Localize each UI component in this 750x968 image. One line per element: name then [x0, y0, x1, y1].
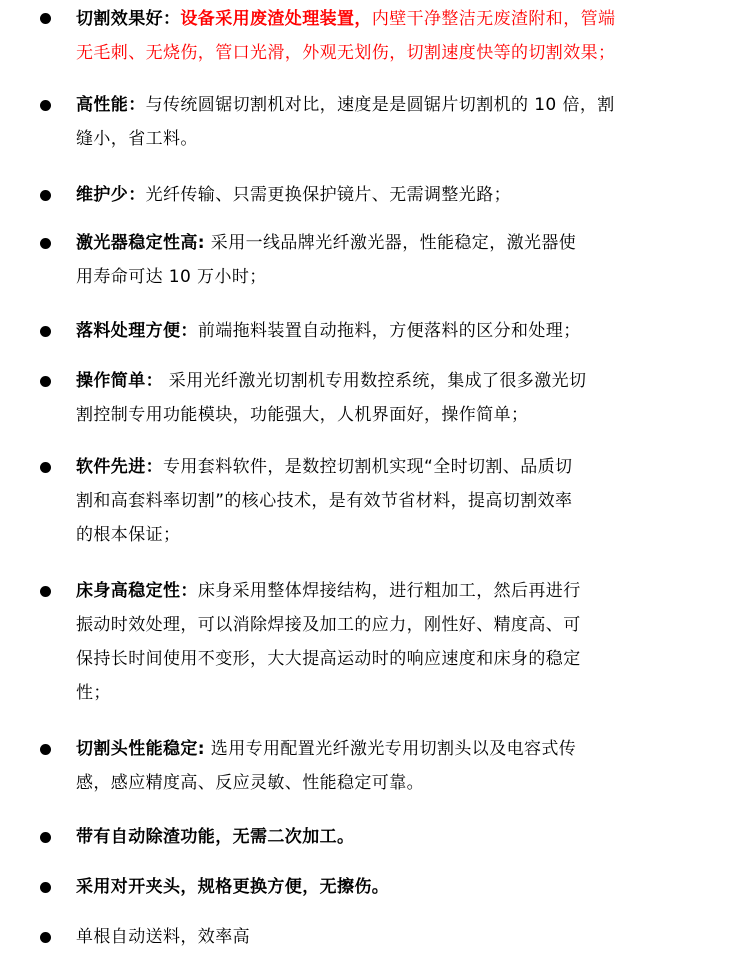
- bullet-icon: [40, 326, 51, 337]
- feature-text: 无毛刺、无烧伤，管口光滑，外观无划伤，切割速度快等的切割效果；: [76, 43, 616, 63]
- feature-heading: 带有自动除渣功能，无需二次加工。: [76, 827, 355, 847]
- feature-text: 割和高套料率切割”的核心技术，是有效节省材料，提高切割效率: [76, 491, 573, 511]
- feature-text: 内壁干净整洁无废渣附和，管端: [371, 9, 616, 29]
- feature-text: 感，感应精度高、反应灵敏、性能稳定可靠。: [76, 773, 424, 793]
- feature-text: 床身采用整体焊接结构，进行粗加工，然后再进行: [197, 581, 581, 601]
- feature-heading: 切割效果好：: [76, 9, 181, 29]
- feature-text: 前端拖料装置自动拖料，方便落料的区分和处理；: [197, 321, 581, 341]
- bullet-icon: [40, 744, 51, 755]
- bullet-icon: [40, 376, 51, 387]
- feature-text: 性；: [76, 683, 111, 703]
- feature-text: 割控制专用功能模块，功能强大，人机界面好，操作简单；: [76, 405, 529, 425]
- bullet-icon: [40, 586, 51, 597]
- bullet-icon: [40, 13, 51, 24]
- feature-heading: 激光器稳定性高:: [76, 233, 205, 253]
- bullet-icon: [40, 932, 51, 943]
- feature-text: 采用一线品牌光纤激光器，性能稳定，激光器使: [205, 233, 577, 253]
- feature-text: 光纤传输、只需更换保护镜片、无需调整光路；: [145, 185, 512, 205]
- bullet-icon: [40, 238, 51, 249]
- feature-text: 振动时效处理，可以消除焊接及加工的应力，刚性好、精度高、可: [76, 615, 581, 635]
- feature-highlight: 设备采用废渣处理装置，: [180, 9, 372, 29]
- feature-text: 单根自动送料，效率高: [76, 927, 250, 947]
- feature-text: 采用光纤激光切割机专用数控系统，集成了很多激光切: [163, 371, 587, 391]
- bullet-icon: [40, 832, 51, 843]
- bullet-icon: [40, 462, 51, 473]
- feature-text: 的根本保证；: [76, 525, 181, 545]
- feature-text: 专用套料软件，是数控切割机实现“全时切割、品质切: [163, 457, 573, 477]
- feature-heading: 高性能：: [76, 95, 146, 115]
- feature-heading: 软件先进：: [76, 457, 163, 477]
- bullet-icon: [40, 190, 51, 201]
- bullet-icon: [40, 882, 51, 893]
- feature-text: 缝小，省工料。: [76, 129, 198, 149]
- feature-heading: 落料处理方便：: [76, 321, 198, 341]
- feature-text: 选用专用配置光纤激光专用切割头以及电容式传: [205, 739, 577, 759]
- feature-text: 与传统圆锯切割机对比，速度是是圆锯片切割机的 10 倍，割: [145, 95, 615, 115]
- feature-heading: 采用对开夹头，规格更换方便，无擦伤。: [76, 877, 390, 897]
- bullet-icon: [40, 100, 51, 111]
- feature-text: 用寿命可达 10 万小时；: [76, 267, 267, 287]
- feature-heading: 床身高稳定性：: [76, 581, 198, 601]
- feature-heading: 操作简单：: [76, 371, 163, 391]
- feature-heading: 维护少：: [76, 185, 146, 205]
- feature-text: 保持长时间使用不变形，大大提高运动时的响应速度和床身的稳定: [76, 649, 581, 669]
- feature-heading: 切割头性能稳定:: [76, 739, 205, 759]
